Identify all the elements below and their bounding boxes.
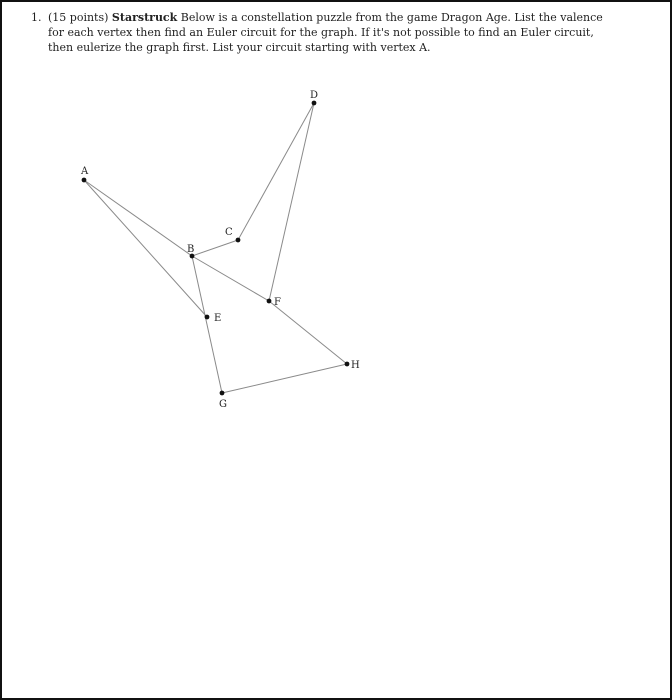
vertex-b-label: B xyxy=(187,244,195,255)
constellation-graph xyxy=(2,2,670,698)
vertex-h-dot xyxy=(345,362,350,367)
edge-f-h xyxy=(269,301,347,364)
vertex-g-dot xyxy=(220,391,225,396)
edge-a-b xyxy=(84,180,195,256)
question-number: 1. xyxy=(31,11,42,24)
vertex-f-dot xyxy=(267,299,272,304)
vertices-layer xyxy=(80,90,360,410)
vertex-c-dot xyxy=(236,238,241,243)
vertex-h-label: H xyxy=(351,360,360,371)
vertex-e-label: E xyxy=(214,313,222,324)
edge-g-h xyxy=(222,364,347,393)
vertex-f-label: F xyxy=(274,297,281,308)
edge-b-c xyxy=(192,240,238,256)
edge-c-d xyxy=(238,103,314,240)
vertex-d-dot xyxy=(312,101,317,106)
vertex-a-label: A xyxy=(81,166,89,177)
vertex-g-label: G xyxy=(219,399,227,410)
question-title: Starstruck xyxy=(111,11,178,24)
question-points: (15 points) xyxy=(48,11,109,24)
question-body: Below is a constellation puzzle from the game Dragon Age. List the valence for each vertex then find an Euler circuit for the graph. If it's not possible to find an Euler circuit, then eulerize the graph first. List your circuit starting with vertex A. xyxy=(48,11,603,54)
edge-d-f xyxy=(269,103,314,301)
vertex-e-dot xyxy=(205,315,210,320)
edges-layer xyxy=(84,103,347,393)
vertex-a-dot xyxy=(82,178,87,183)
vertex-d-label: D xyxy=(310,90,319,101)
edge-b-g xyxy=(192,256,222,393)
edge-b-f xyxy=(192,256,269,301)
vertex-c-label: C xyxy=(225,227,233,238)
